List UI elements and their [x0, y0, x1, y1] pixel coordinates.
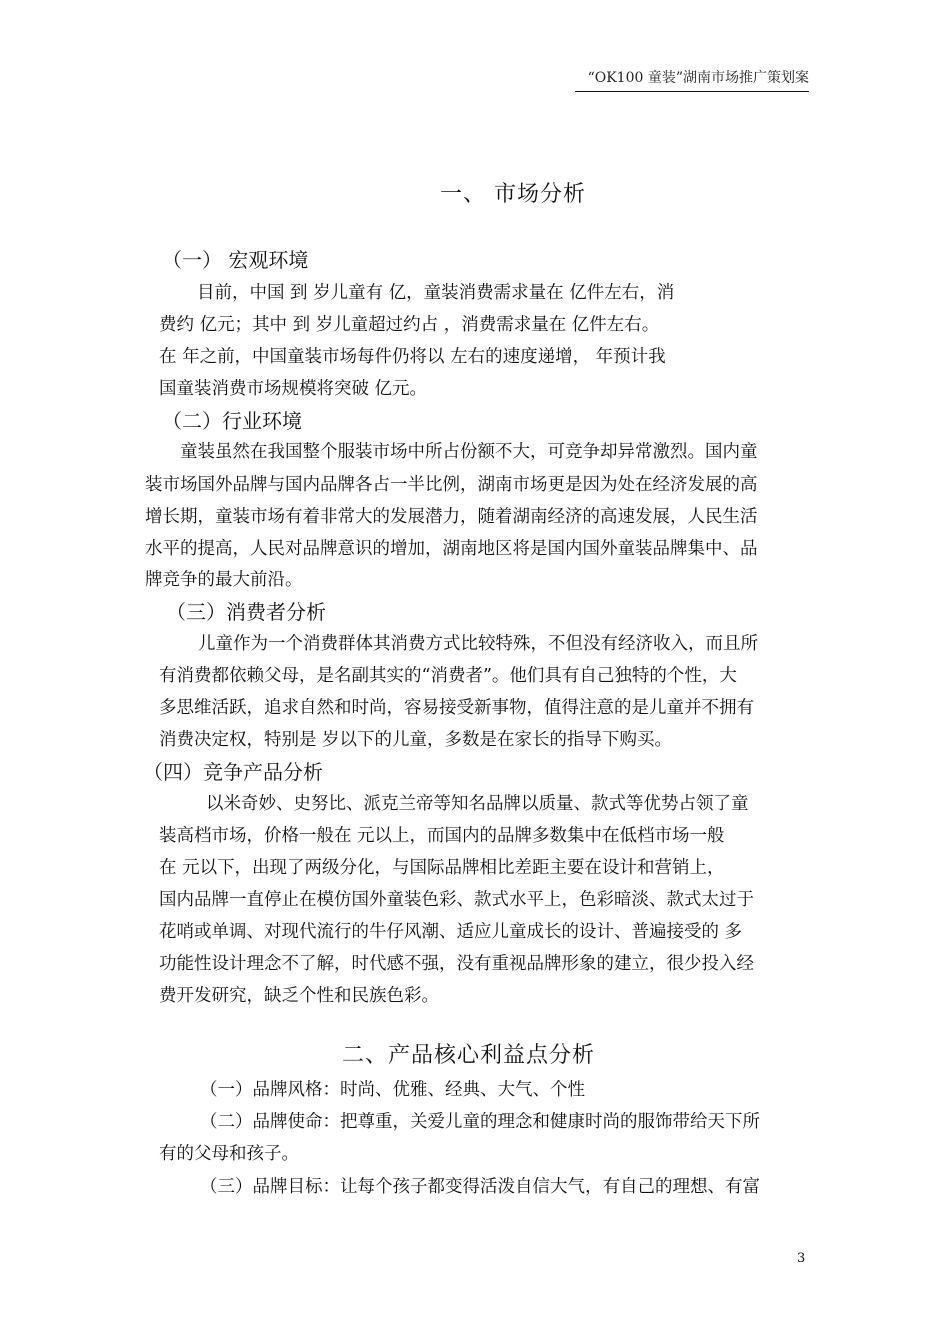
paragraph-line: 装市场国外品牌与国内品牌各占一半比例，湖南市场更是因为处在经济发展的高 — [145, 475, 758, 495]
subheading-competitor-analysis: （四）竞争产品分析 — [143, 760, 323, 784]
subheading-macro-environment: （一） 宏观环境 — [162, 248, 309, 272]
paragraph-line: 童装虽然在我国整个服装市场中所占份额不大，可竞争却异常激烈。国内童 — [180, 442, 758, 462]
paragraph-line: 花哨或单调、对现代流行的牛仔风潮、适应儿童成长的设计、普遍接受的 多 — [159, 922, 743, 942]
paragraph-line: 多思维活跃，追求自然和时尚，容易接受新事物，值得注意的是儿童并不拥有 — [159, 698, 754, 718]
paragraph-line: 牌竞争的最大前沿。 — [145, 570, 303, 590]
subheading-consumer-analysis: （三）消费者分析 — [166, 600, 326, 624]
paragraph-line: 费开发研究，缺乏个性和民族色彩。 — [159, 986, 439, 1006]
paragraph-line: （二）品牌使命：把尊重，关爱儿童的理念和健康时尚的服饰带给天下所 — [200, 1112, 760, 1132]
paragraph-line: 装高档市场，价格一般在 元以上，而国内的品牌多数集中在低档市场一般 — [159, 826, 725, 846]
paragraph-line: 儿童作为一个消费群体其消费方式比较特殊，不但没有经济收入，而且所 — [198, 634, 758, 654]
paragraph-line: （三）品牌目标：让每个孩子都变得活泼自信大气，有自己的理想、有富 — [200, 1177, 760, 1197]
paragraph-line: 在 年之前，中国童装市场每件仍将以 左右的速度递增， 年预计我 — [159, 347, 666, 367]
paragraph-line: 水平的提高，人民对品牌意识的增加，湖南地区将是国内国外童装品牌集中、品 — [145, 539, 758, 559]
paragraph-line: 有消费都依赖父母，是名副其实的“消费者”。他们具有自己独特的个性，大 — [159, 666, 737, 686]
section-title-core-benefits: 二、产品核心利益点分析 — [342, 1043, 596, 1068]
paragraph-line: 国童装消费市场规模将突破 亿元。 — [159, 379, 428, 399]
subheading-industry-environment: （二）行业环境 — [162, 409, 302, 433]
paragraph-line: 有的父母和孩子。 — [159, 1144, 299, 1164]
paragraph-line: 以米奇妙、史努比、派克兰帝等知名品牌以质量、款式等优势占领了童 — [206, 794, 749, 814]
paragraph-line: 费约 亿元；其中 到 岁儿童超过约占 ，消费需求量在 亿件左右。 — [159, 315, 660, 335]
page-number: 3 — [797, 1251, 806, 1266]
running-header: “OK100 童装”湖南市场推广策划案 — [575, 67, 809, 92]
paragraph-line: 国内品牌一直停止在模仿国外童装色彩、款式水平上，色彩暗淡、款式太过于 — [159, 890, 754, 910]
paragraph-line: 消费决定权，特别是 岁以下的儿童，多数是在家长的指导下购买。 — [159, 730, 673, 750]
paragraph-line: 功能性设计理念不了解，时代感不强，没有重视品牌形象的建立，很少投入经 — [159, 954, 754, 974]
paragraph-line: （一）品牌风格：时尚、优雅、经典、大气、个性 — [200, 1080, 585, 1100]
paragraph-line: 在 元以下，出现了两级分化，与国际品牌相比差距主要在设计和营销上， — [159, 858, 725, 878]
paragraph-line: 目前，中国 到 岁儿童有 亿，童装消费需求量在 亿件左右，消 — [197, 283, 675, 303]
section-title-market-analysis: 一、 市场分析 — [440, 182, 586, 207]
paragraph-line: 增长期，童装市场有着非常大的发展潜力，随着湖南经济的高速发展，人民生活 — [145, 507, 758, 527]
